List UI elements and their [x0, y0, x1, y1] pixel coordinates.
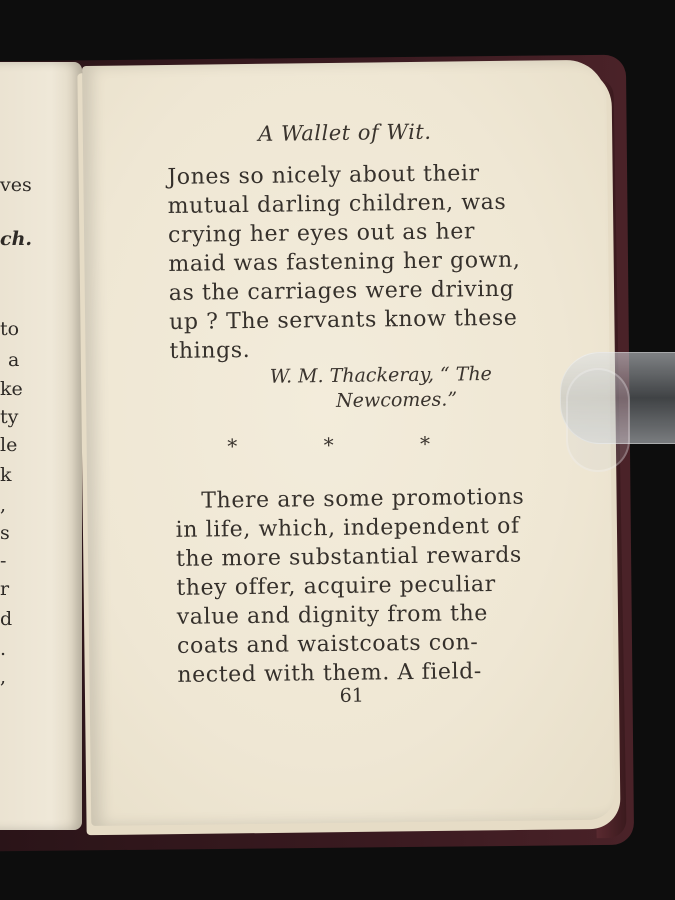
- left-fragment: r: [0, 578, 10, 600]
- left-fragment: ch.: [0, 228, 32, 250]
- right-page: [82, 60, 615, 826]
- quote-line: maid was fastening her gown,: [168, 247, 521, 277]
- page-text-block: [82, 60, 615, 826]
- body-line: coats and waistcoats con-: [176, 630, 479, 659]
- quote-line: mutual darling children, was: [167, 189, 507, 219]
- quote-line: up ? The servants know these: [168, 305, 518, 335]
- body-line: value and dignity from the: [176, 601, 489, 630]
- left-fragment: a: [8, 349, 20, 371]
- attribution-line: Newcomes.”: [335, 388, 458, 412]
- body-line: they offer, acquire peculiar: [176, 571, 496, 601]
- left-fragment: ke: [0, 378, 23, 400]
- quote-line: crying her eyes out as her: [167, 219, 476, 248]
- body-line: the more substantial rewards: [175, 542, 522, 572]
- left-fragment: -: [0, 550, 7, 572]
- left-fragment: s: [0, 522, 10, 544]
- body-line: There are some promotions: [201, 484, 525, 514]
- quote-line: as the carriages were driving: [168, 276, 515, 306]
- left-fragment: to: [0, 318, 20, 340]
- body-line: nected with them. A field-: [177, 659, 483, 688]
- left-fragment: le: [0, 434, 18, 456]
- left-fragment: ,: [0, 666, 7, 688]
- left-fragment: k: [0, 464, 12, 486]
- plastic-page-clip-loop: [566, 368, 630, 472]
- left-page: [0, 62, 82, 830]
- left-fragment: .: [0, 638, 7, 660]
- left-fragment: ty: [0, 406, 19, 428]
- body-line: in life, which, independent of: [175, 513, 520, 543]
- page-number: 61: [339, 684, 364, 707]
- attribution-line: W. M. Thackeray, “ The: [269, 363, 492, 388]
- quote-line: Jones so nicely about their: [167, 161, 480, 190]
- running-head: A Wallet of Wit.: [258, 119, 432, 146]
- left-fragment: ves: [0, 174, 32, 196]
- quote-line: things.: [169, 337, 251, 364]
- left-fragment: ,: [0, 494, 7, 516]
- section-separator: * * *: [227, 431, 471, 459]
- left-fragment: d: [0, 608, 13, 630]
